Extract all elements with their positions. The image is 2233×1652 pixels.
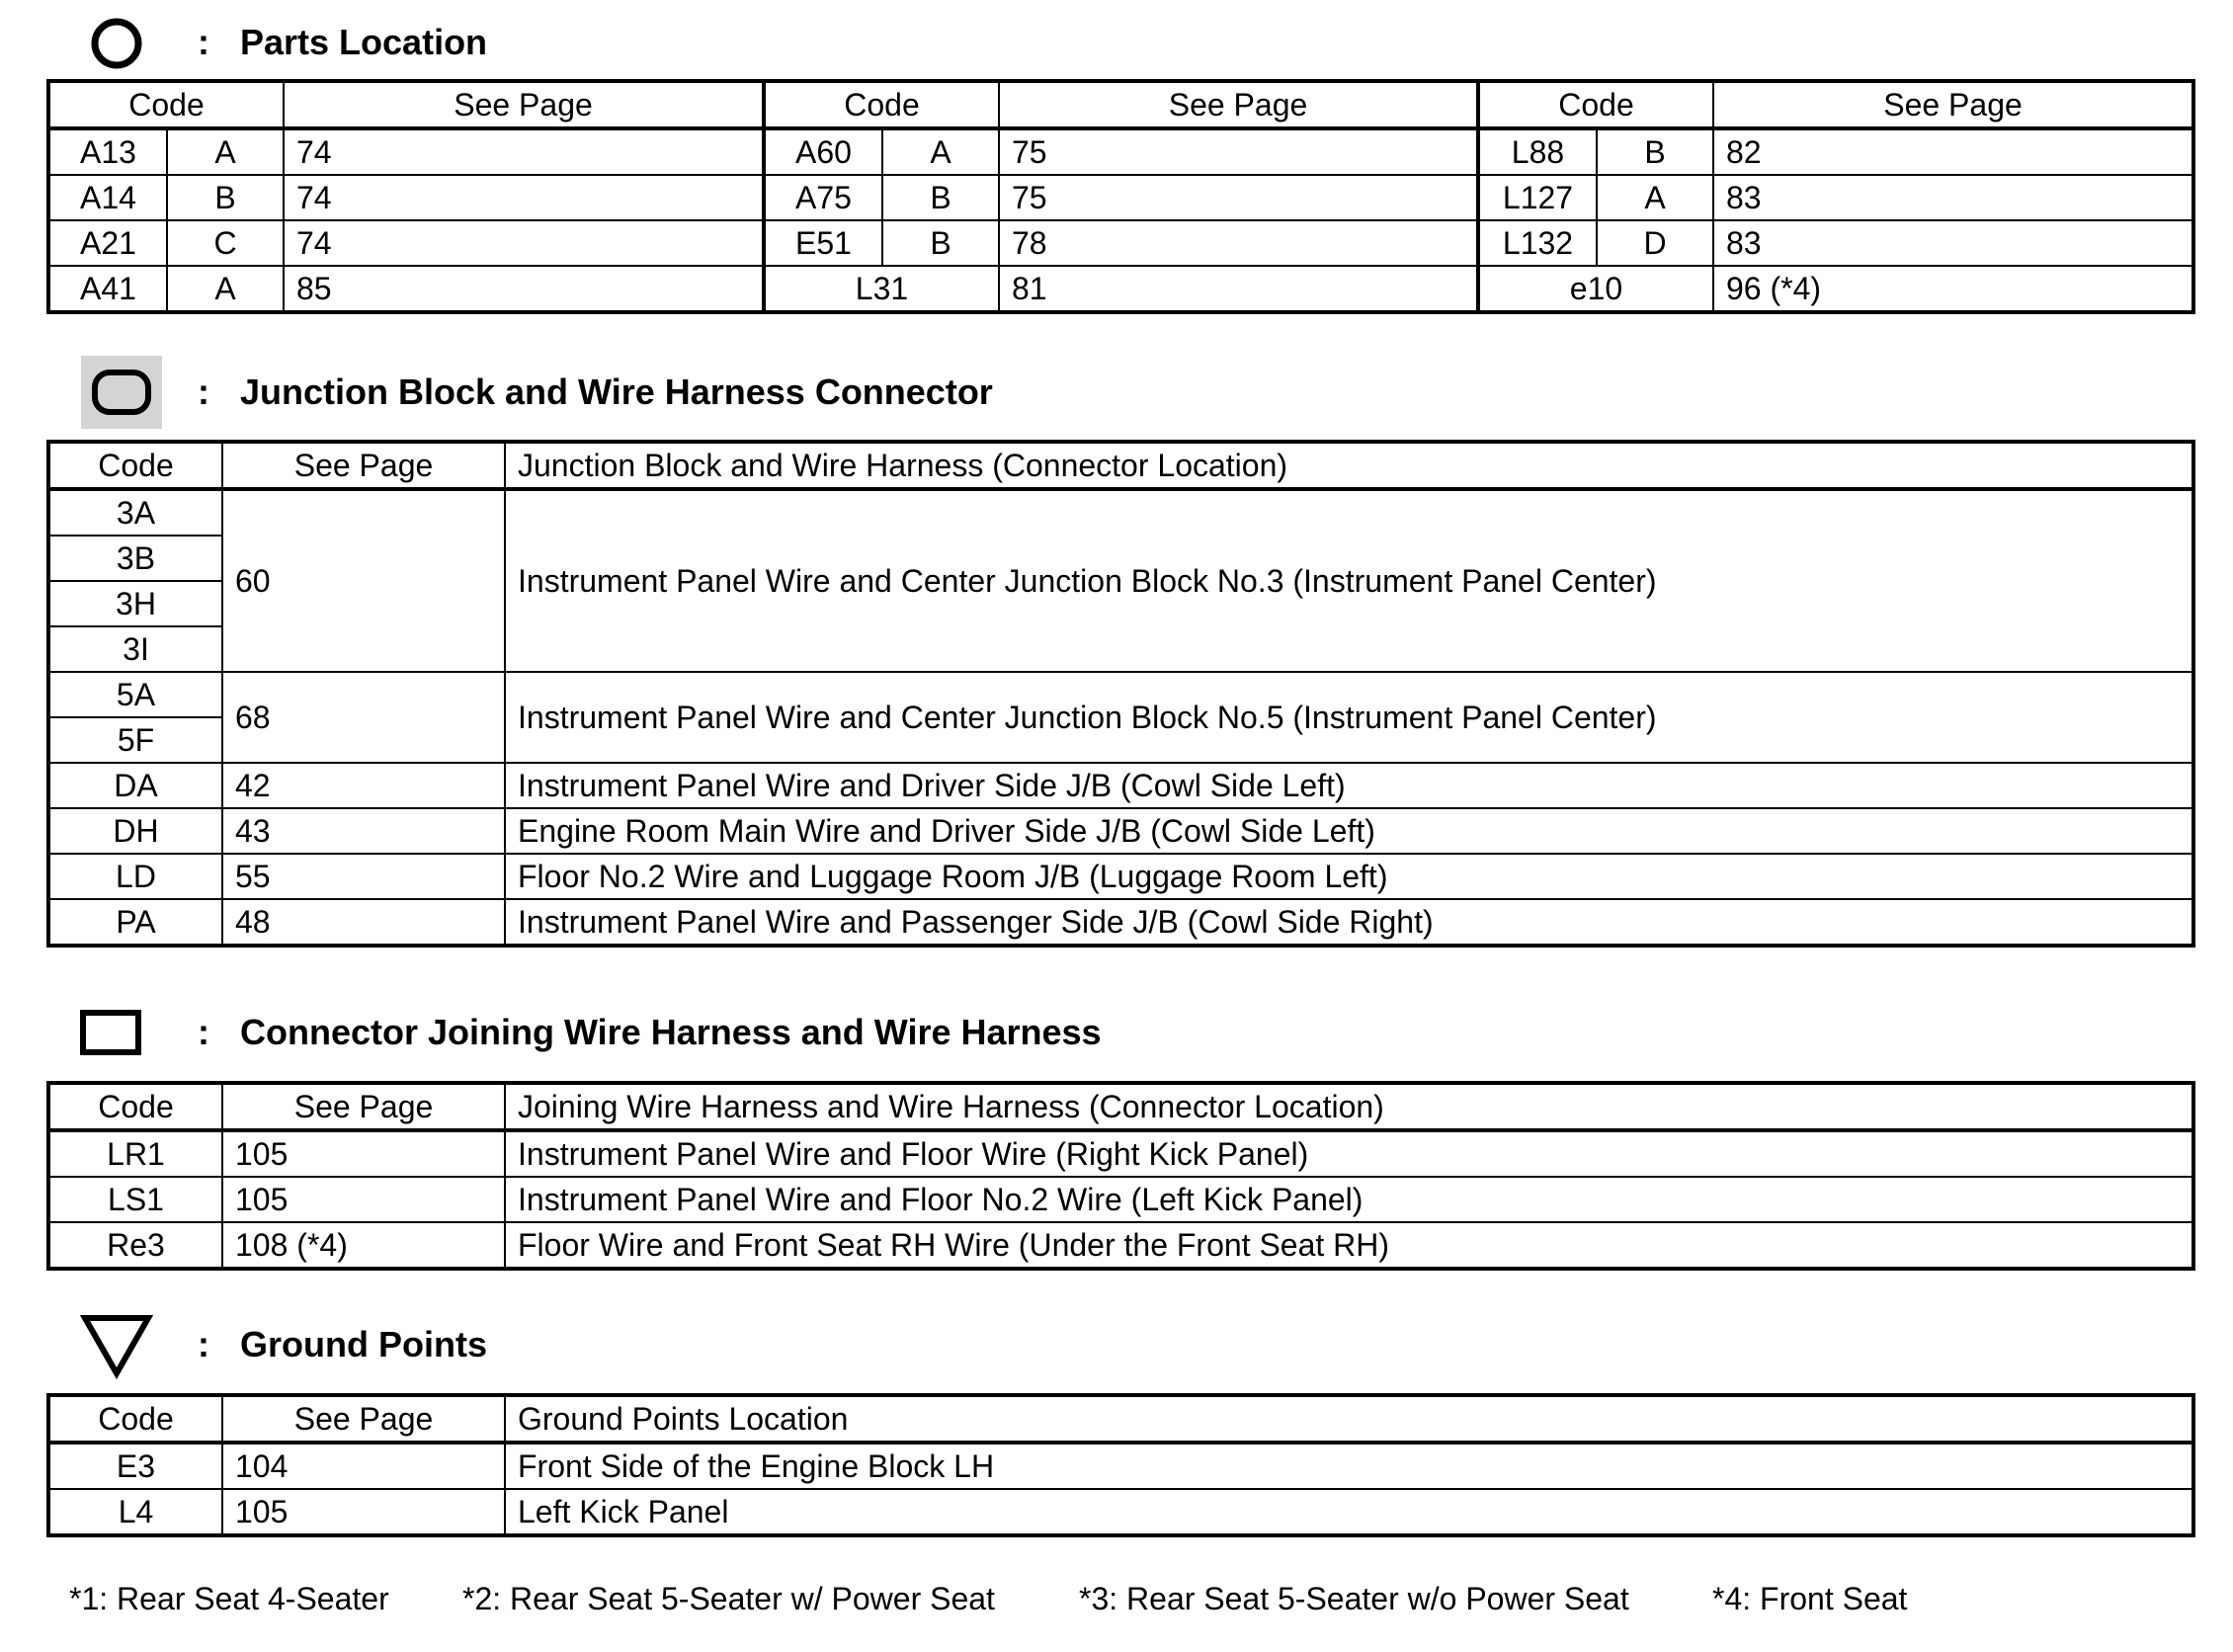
footnote: *4: Front Seat — [1712, 1581, 1908, 1616]
code-cell: L127 — [1478, 175, 1597, 220]
page-cell: 55 — [222, 854, 505, 899]
code-cell: 5F — [48, 717, 222, 763]
column-header: Code — [1478, 81, 1713, 128]
code-cell: A60 — [764, 128, 882, 175]
table-header-row — [48, 81, 2193, 128]
table-row — [48, 808, 2193, 854]
junction-block-table — [46, 440, 2195, 948]
location-cell: Instrument Panel Wire and Center Junction Block No.3 (Instrument Panel Center) — [505, 489, 2193, 672]
square-icon — [79, 1006, 144, 1061]
location-cell: Floor No.2 Wire and Luggage Room J/B (Luggage Room Left) — [505, 854, 2193, 899]
page-cell: 85 — [284, 266, 764, 312]
column-header: Code — [764, 81, 999, 128]
code-cell: 3I — [48, 626, 222, 672]
code-cell: Re3 — [48, 1222, 222, 1269]
column-header: See Page — [222, 1083, 505, 1130]
code-cell: E51 — [764, 220, 882, 266]
page-cell: 43 — [222, 808, 505, 854]
column-header: Code — [48, 442, 222, 489]
table-header-row — [48, 1083, 2193, 1130]
code-cell: PA — [48, 899, 222, 946]
code-cell: A41 — [48, 266, 167, 312]
page-cell: 74 — [284, 220, 764, 266]
code-cell: DH — [48, 808, 222, 854]
table-header-row — [48, 1395, 2193, 1443]
table-row — [48, 1443, 2193, 1489]
location-cell: Engine Room Main Wire and Driver Side J/B (Cowl Side Left) — [505, 808, 2193, 854]
location-cell: Instrument Panel Wire and Passenger Side J/B (Cowl Side Right) — [505, 899, 2193, 946]
column-header: See Page — [999, 81, 1478, 128]
column-header: See Page — [284, 81, 764, 128]
column-header: Joining Wire Harness and Wire Harness (Connector Location) — [505, 1083, 2193, 1130]
table-row — [48, 1489, 2193, 1535]
code-cell: L4 — [48, 1489, 222, 1535]
table-row — [48, 220, 2193, 266]
page-cell: 83 — [1713, 220, 2193, 266]
code-cell: A14 — [48, 175, 167, 220]
footnote: *3: Rear Seat 5-Seater w/o Power Seat — [1079, 1581, 1629, 1616]
sub-code-cell: C — [167, 220, 284, 266]
page-cell: 105 — [222, 1177, 505, 1222]
parts-location-title: Parts Location — [240, 22, 488, 62]
page-cell: 96 (*4) — [1713, 266, 2193, 312]
column-header: See Page — [222, 442, 505, 489]
page-cell: 83 — [1713, 175, 2193, 220]
code-cell: LD — [48, 854, 222, 899]
connector-joining-title: Connector Joining Wire Harness and Wire Harness — [240, 1012, 1102, 1052]
location-cell: Left Kick Panel — [505, 1489, 2193, 1535]
location-cell: Front Side of the Engine Block LH — [505, 1443, 2193, 1489]
sub-code-cell: B — [882, 220, 999, 266]
code-cell: LS1 — [48, 1177, 222, 1222]
footnote: *2: Rear Seat 5-Seater w/ Power Seat — [462, 1581, 995, 1616]
connector-joining-table — [46, 1081, 2195, 1271]
table-row — [48, 672, 2193, 717]
code-cell: DA — [48, 763, 222, 808]
page-cell: 105 — [222, 1130, 505, 1177]
code-cell: L31 — [764, 266, 999, 312]
rounded-rect-icon — [81, 356, 162, 429]
sub-code-cell: B — [167, 175, 284, 220]
parts-location-table — [46, 79, 2195, 314]
table-row — [48, 1177, 2193, 1222]
column-header: Code — [48, 1395, 222, 1443]
page-cell: 75 — [999, 175, 1478, 220]
sub-code-cell: A — [167, 128, 284, 175]
table-row — [48, 1222, 2193, 1269]
page-cell: 74 — [284, 175, 764, 220]
code-cell: A75 — [764, 175, 882, 220]
page-cell: 42 — [222, 763, 505, 808]
code-cell: 3B — [48, 536, 222, 581]
page-cell: 81 — [999, 266, 1478, 312]
footnote: *1: Rear Seat 4-Seater — [69, 1581, 389, 1616]
page-cell: 104 — [222, 1443, 505, 1489]
sub-code-cell: A — [1597, 175, 1713, 220]
table-row — [48, 854, 2193, 899]
code-cell: L132 — [1478, 220, 1597, 266]
code-cell: e10 — [1478, 266, 1713, 312]
column-header: See Page — [222, 1395, 505, 1443]
junction-block-title: Junction Block and Wire Harness Connector — [240, 372, 993, 412]
sub-code-cell: B — [882, 175, 999, 220]
page-cell: 78 — [999, 220, 1478, 266]
location-cell: Instrument Panel Wire and Floor No.2 Wire (Left Kick Panel) — [505, 1177, 2193, 1222]
heading-colon: : — [198, 22, 209, 62]
ground-points-table — [46, 1393, 2195, 1537]
sub-code-cell: D — [1597, 220, 1713, 266]
ground-points-heading — [0, 1310, 2233, 1389]
table-row — [48, 1130, 2193, 1177]
table-row — [48, 266, 2193, 312]
column-header: See Page — [1713, 81, 2193, 128]
heading-colon: : — [198, 1012, 209, 1052]
footnotes — [0, 1581, 2233, 1620]
code-cell: 5A — [48, 672, 222, 717]
page-cell: 68 — [222, 672, 505, 763]
location-cell: Instrument Panel Wire and Driver Side J/B (Cowl Side Left) — [505, 763, 2193, 808]
code-cell: E3 — [48, 1443, 222, 1489]
table-row — [48, 899, 2193, 946]
sub-code-cell: A — [882, 128, 999, 175]
code-cell: A13 — [48, 128, 167, 175]
column-header: Ground Points Location — [505, 1395, 2193, 1443]
page-cell: 75 — [999, 128, 1478, 175]
sub-code-cell: A — [167, 266, 284, 312]
table-row — [48, 489, 2193, 536]
column-header: Code — [48, 81, 284, 128]
table-header-row — [48, 442, 2193, 489]
junction-block-heading — [0, 354, 2233, 433]
page-cell: 74 — [284, 128, 764, 175]
location-cell: Instrument Panel Wire and Floor Wire (Right Kick Panel) — [505, 1130, 2193, 1177]
code-cell: L88 — [1478, 128, 1597, 175]
code-cell: LR1 — [48, 1130, 222, 1177]
table-row — [48, 128, 2193, 175]
page-cell: 108 (*4) — [222, 1222, 505, 1269]
code-cell: 3H — [48, 581, 222, 626]
code-cell: A21 — [48, 220, 167, 266]
column-header: Junction Block and Wire Harness (Connector Location) — [505, 442, 2193, 489]
page-cell: 60 — [222, 489, 505, 672]
page-cell: 82 — [1713, 128, 2193, 175]
column-header: Code — [48, 1083, 222, 1130]
code-cell: 3A — [48, 489, 222, 536]
triangle-down-icon — [79, 1310, 154, 1379]
location-cell: Floor Wire and Front Seat RH Wire (Under the Front Seat RH) — [505, 1222, 2193, 1269]
table-row — [48, 175, 2193, 220]
table-row — [48, 763, 2193, 808]
page-cell: 105 — [222, 1489, 505, 1535]
ground-points-title: Ground Points — [240, 1324, 487, 1364]
connector-joining-heading — [0, 998, 2233, 1077]
page-cell: 48 — [222, 899, 505, 946]
circle-icon — [89, 14, 144, 69]
location-cell: Instrument Panel Wire and Center Junction Block No.5 (Instrument Panel Center) — [505, 672, 2193, 763]
heading-colon: : — [198, 372, 209, 412]
sub-code-cell: B — [1597, 128, 1713, 175]
heading-colon: : — [198, 1324, 209, 1364]
